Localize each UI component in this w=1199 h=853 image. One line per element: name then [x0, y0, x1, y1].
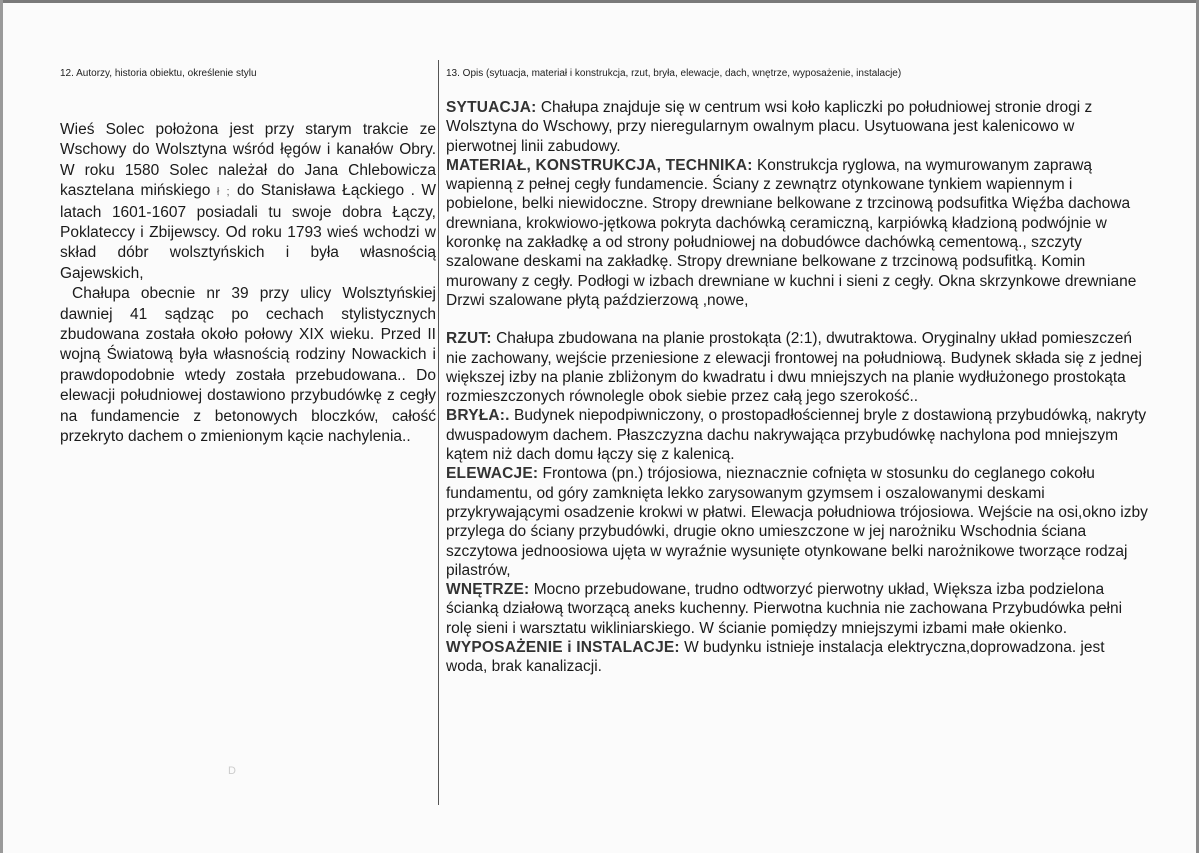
- history-paragraph-2: Chałupa obecnie nr 39 przy ulicy Wolsztyńskiej dawniej 41 sądząc po cechach stylistycznych zbudowana została około połowy XIX wieku. Przed II wojną Światową była własnością rodziny Nowackich i prawdopodobnie wtedy została przebudowana.. Do elewacji południowej dostawiono przybudówkę z cegły na fundamencie z betonowych bloczków, całość przekryto dachem o zmienionym kącie nachylenia..: [60, 285, 436, 446]
- section-sytuacja: [446, 98, 1148, 156]
- history-text-start: Wieś Solec położona jest przy starym trakcie ze Wschowy do Wolsztyna wśród łęgów i kanałów Obry. W roku 1580 Solec należał do Jana Chlebowicza kasztelana mińskiego: [60, 121, 436, 200]
- wnetrze-label: WNĘTRZE:: [446, 581, 530, 599]
- elewacje-text: Frontowa (pn.) trójosiowa, nieznacznie cofnięta w stosunku do ceglanego cokołu fundamentu, od góry zamknięta lekko zarysowanym gzymsem i oszalowanymi deskami przykrywającymi osadzenie krokwi w płatwi. Elewacja południowa trójosiowa. Wejście na osi,okno izby przylega do ściany przybudówki, drugie okno umieszczone w jej narożniku Wschodnia ściana szczytowa jednoosiowa ujęta w wyraźnie wysunięte otynkowane belki narożnikowe tworzące rodzaj pilastrów,: [446, 465, 1148, 579]
- sytuacja-label: SYTUACJA:: [446, 99, 537, 116]
- handwritten-mark: ł ;: [216, 186, 231, 199]
- section-wyposazenie: [446, 638, 1148, 677]
- bryla-text: Budynek niepodpiwniczony, o prostopadłościennej bryle z dostawioną przybudówką, nakryty dwuspadowym dachem. Płaszczyzna dachu nakrywająca przybudówkę nachylona pod mniejszym kątem niż dach domu łączy się z kalenicą.: [446, 407, 1147, 464]
- section-wnetrze: [446, 580, 1148, 638]
- sytuacja-text: Chałupa znajduje się w centrum wsi koło kapliczki po południowej stronie drogi z Wolsztyna do Wschowy, przy nieregularnym owalnym placu. Usytuowana jest kalenicowo w pierwotnej linii zabudowy.: [446, 99, 1093, 155]
- section-elewacje: [446, 464, 1148, 580]
- history-text-end: do Stanisława Łąckiego . W latach 1601-1607 posiadali tu swoje dobra Łączy, Poklateccy i Zbijewscy. Od roku 1793 wieś wchodzi w skład dóbr wolsztyńskich i była własnością Gajewskich,: [60, 182, 437, 282]
- rzut-text: Chałupa zbudowana na planie prostokąta (2:1), dwutraktowa. Oryginalny układ pomieszczeń nie zachowany, wejście przeniesione z elewacji frontowej na południową. Budynek składa się z jednej większej izby na planie zbliżonym do kwadratu i dwu mniejszych na planie wydłużonego prostokąta rozmieszczonych równolegle obok siebie przez całą jego szerokość..: [446, 330, 1142, 406]
- description-column: [446, 98, 1148, 677]
- section-bryla: [446, 406, 1148, 464]
- bryla-label: BRYŁA:.: [446, 407, 510, 425]
- material-text: Konstrukcja ryglowa, na wymurowanym zaprawą wapienną z pełnej cegły fundamencie. Ściany z zewnątrz otynkowane tynkiem wapiennym i pobielone, belki niewidoczne. Stropy drewniane belkowane z trzcinową podsufitka Więźba dachowa drewniana, krokwiowo-jętkowa pokryta dachówką ceramiczną, karpiówką kładzioną podwójnie w koronkę na zakładkę a od strony południowej na dobudówce dachówką cementową., szczyty szalowane deskami na zakładkę. Stropy drewniane belkowane z trzcinową podsufitką. Komin murowany z cegły. Podłogi w izbach drewniane w kuchni i sieni z cegły. Okna skrzynkowe drewniane Drzwi szalowane płytą paździerzową ,nowe,: [446, 156, 1137, 309]
- history-paragraph-1: [60, 120, 436, 284]
- wnetrze-text: Mocno przebudowane, trudno odtworzyć pierwotny układ, Większa izba podzielona ścianką działową tworzącą aneks kuchenny. Pierwotna kuchnia nie zachowana Przybudówka pełni rolę sieni i warsztatu wikliniarskiego. W ścianie pomiędzy mniejszymi izbami małe okienko.: [446, 581, 1123, 637]
- section-rzut: [446, 329, 1148, 406]
- wyposazenie-text: W budynku istnieje instalacja elektryczna,doprowadzona. jest woda, brak kanalizacji.: [446, 639, 1105, 676]
- rzut-label: RZUT:: [446, 330, 492, 348]
- scan-edge-left: [0, 0, 3, 853]
- wyposazenie-label: WYPOSAŻENIE i INSTALACJE:: [446, 639, 680, 657]
- column-divider: [438, 60, 439, 805]
- right-column-header: 13. Opis (sytuacja, materiał i konstrukcja, rzut, bryła, elewacje, dach, wnętrze, wyposażenie, instalacje): [446, 68, 902, 79]
- left-column-header: 12. Autorzy, historia obiektu, określenie stylu: [60, 68, 257, 79]
- faint-scan-mark: D: [228, 765, 236, 777]
- material-label: MATERIAŁ, KONSTRUKCJA, TECHNIKA:: [446, 156, 753, 174]
- history-column: [60, 120, 436, 448]
- scan-edge-top: [0, 0, 1199, 3]
- elewacje-label: ELEWACJE:: [446, 465, 539, 483]
- section-material: [446, 156, 1148, 310]
